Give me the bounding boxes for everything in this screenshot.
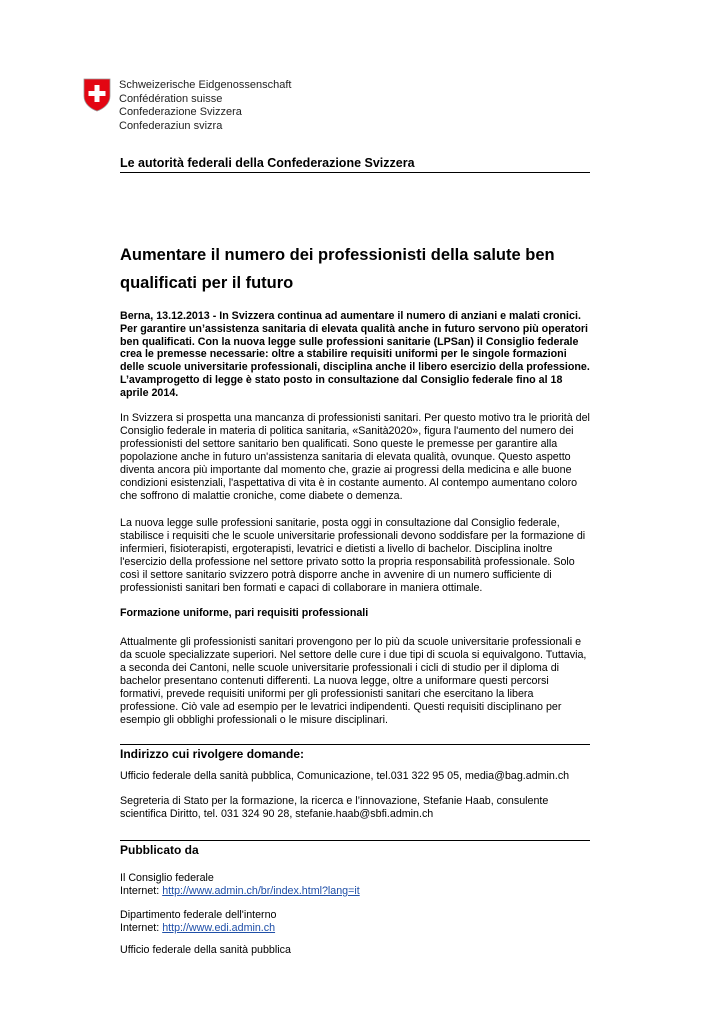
- contact-line-2: Segreteria di Stato per la formazione, la ricerca e l’innovazione, Stefanie Haab, consulente scientifica Diritto, tel. 031 324 90 28, stefanie.haab@sbfi.admin.ch: [120, 795, 549, 820]
- publisher-3-name: Ufficio federale della sanità pubblica: [120, 944, 291, 956]
- publisher-1-link[interactable]: http://www.admin.ch/br/index.html?lang=it: [162, 885, 360, 897]
- logo-text: [119, 79, 291, 133]
- publisher-1: [120, 872, 590, 898]
- contact-heading: Indirizzo cui rivolgere domande:: [120, 744, 590, 761]
- header-title: Le autorità federali della Confederazione Svizzera: [120, 156, 590, 173]
- publisher-1-internet: [120, 885, 590, 898]
- section-subheading: Formazione uniforme, pari requisiti professionali: [120, 607, 369, 619]
- logo-line-rm: Confederaziun svizra: [119, 119, 223, 132]
- internet-label: Internet:: [120, 885, 163, 897]
- logo-line-it: Confederazione Svizzera: [119, 106, 242, 118]
- publisher-2-internet: [120, 922, 590, 935]
- publisher-2: [120, 909, 590, 935]
- logo-line-fr: Confédération suisse: [119, 92, 223, 105]
- publisher-2-name: Dipartimento federale dell'interno: [120, 909, 277, 921]
- lead-paragraph: Berna, 13.12.2013 - In Svizzera continua ad aumentare il numero di anziani e malati cronici. Per garantire un’assistenza sanitaria di elevata qualità anche in futuro servono più operatori ben qualificati. Con la nuova legge sulle professioni sanitarie (LPSan) il Consiglio federale crea le premesse necessarie: oltre a stabilire requisiti uniformi per le singole formazioni delle scuole universitarie professionali, disciplina anche il libero esercizio della professione. L’avamprogetto di legge è stato posto in consultazione dal Consiglio federale fino al 18 aprile 2014.: [120, 310, 590, 399]
- published-heading: Pubblicato da: [120, 840, 590, 857]
- body-paragraph-1: In Svizzera si prospetta una mancanza di professionisti sanitari. Per questo motivo tra le priorità del Consiglio federale in materia di politica sanitaria, «Sanità2020», figura l'aumento del numero dei professionisti del settore sanitario ben qualificati. Sono queste le premesse per garantire alla popolazione anche in futuro un'assistenza sanitaria di elevata qualità, ovunque. Questo aspetto diventa ancora più importante dal momento che, grazie ai progressi della medicina e alle buone condizioni esistenziali, l'aspettativa di vita è in costante aumento. Al contempo aumentano coloro che soffrono di malattie croniche, come diabete o demenza.: [120, 412, 590, 502]
- logo-line-de: Schweizerische Eidgenossenschaft: [119, 79, 292, 91]
- page-title: Aumentare il numero dei professionisti della salute ben qualificati per il futuro: [120, 246, 555, 292]
- internet-label: Internet:: [120, 922, 163, 934]
- body-paragraph-3: Attualmente gli professionisti sanitari provengono per lo più da scuole universitarie professionali e da scuole specializzate superiori. Nel settore delle cure i due tipi di scuola si equivalgono. Tuttavia, a seconda dei Cantoni, nelle scuole universitarie professionali i cicli di studio per il diploma di bachelor presentano contenuti differenti. La nuova legge, oltre a uniformare questi percorsi formativi, prevede requisiti uniformi per gli professionisti sanitari che esercitano la libera professione. Ciò vale ad esempio per le levatrici indipendenti. Questi requisiti disciplinano per esempio gli obblighi professionali o le misure disciplinari.: [120, 636, 587, 726]
- confederation-logo: [83, 78, 323, 134]
- publisher-2-link[interactable]: http://www.edi.admin.ch: [162, 922, 276, 934]
- body-paragraph-2: La nuova legge sulle professioni sanitarie, posta oggi in consultazione dal Consiglio federale, stabilisce i requisiti che le scuole universitarie professionali devono soddisfare per la formazione di infermieri, fisioterapisti, ergoterapisti, levatrici e dietisti a livello di bachelor. Disciplina inoltre l'esercizio della professione nel settore privato sotto la propria responsabilità professionale. Solo così il settore sanitario svizzero potrà disporre anche in avvenire di un numero sufficiente di professionisti sanitari ben formati e capaci di collaborare in maniera ottimale.: [120, 517, 586, 594]
- swiss-shield-icon: [83, 78, 111, 112]
- publisher-1-name: Il Consiglio federale: [120, 872, 214, 884]
- contact-line-1: Ufficio federale della sanità pubblica, Comunicazione, tel.031 322 95 05, media@bag.admin.ch: [120, 770, 570, 782]
